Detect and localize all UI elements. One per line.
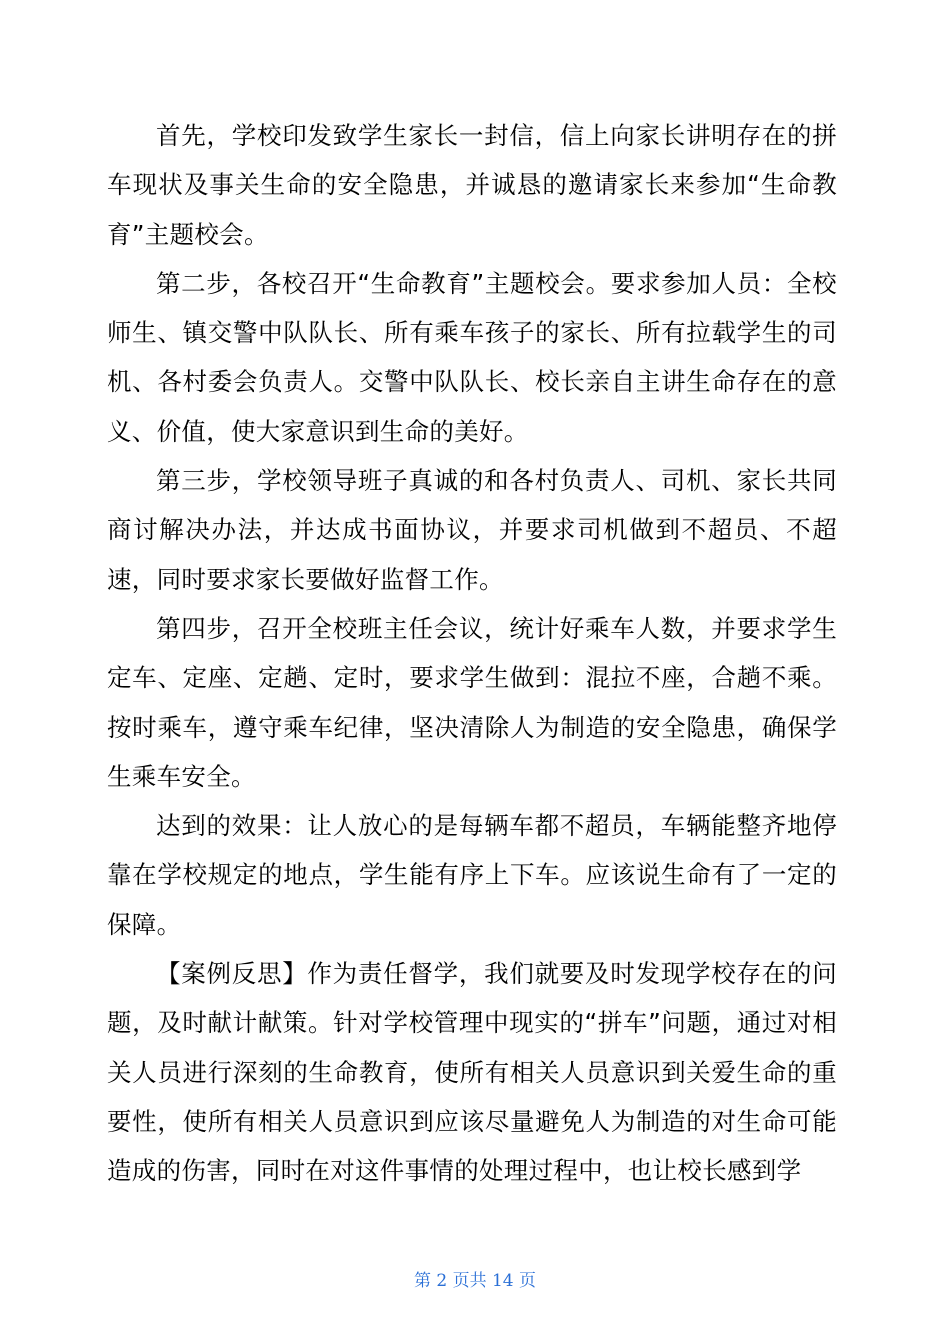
paragraph-step-one: 首先，学校印发致学生家长一封信，信上向家长讲明存在的拼车现状及事关生命的安全隐患，并诚恳的邀请家长来参加“生命教育”主题校会。 bbox=[107, 121, 837, 249]
page-number-footer: 第 2 页共 14 页 bbox=[413, 1271, 537, 1291]
paragraph-reflection: 【案例反思】作为责任督学，我们就要及时发现学校存在的问题，及时献计献策。针对学校管理中现实的“拼车”问题，通过对相关人员进行深刻的生命教育，使所有相关人员意识到关爱生命的重要性，使所有相关人员意识到应该尽量避免人为制造的对生命可能造成的伤害，同时在对这件事情的处理过程中，也让校长感到学 bbox=[107, 959, 837, 1186]
paragraph-step-three: 第三步，学校领导班子真诚的和各村负责人、司机、家长共同商讨解决办法，并达成书面协议，并要求司机做到不超员、不超速，同时要求家长要做好监督工作。 bbox=[107, 466, 837, 594]
document-body bbox=[107, 111, 837, 1196]
paragraph-result: 达到的效果：让人放心的是每辆车都不超员，车辆能整齐地停靠在学校规定的地点，学生能有序上下车。应该说生命有了一定的保障。 bbox=[107, 811, 837, 939]
paragraph-step-two: 第二步，各校召开“生命教育”主题校会。要求参加人员：全校师生、镇交警中队队长、所有乘车孩子的家长、所有拉载学生的司机、各村委会负责人。交警中队队长、校长亲自主讲生命存在的意义、价值，使大家意识到生命的美好。 bbox=[107, 268, 837, 446]
paragraph-step-four: 第四步，召开全校班主任会议，统计好乘车人数，并要求学生定车、定座、定趟、定时，要求学生做到：混拉不座，合趟不乘。按时乘车，遵守乘车纪律，坚决清除人为制造的安全隐患，确保学生乘车安全。 bbox=[107, 613, 837, 791]
